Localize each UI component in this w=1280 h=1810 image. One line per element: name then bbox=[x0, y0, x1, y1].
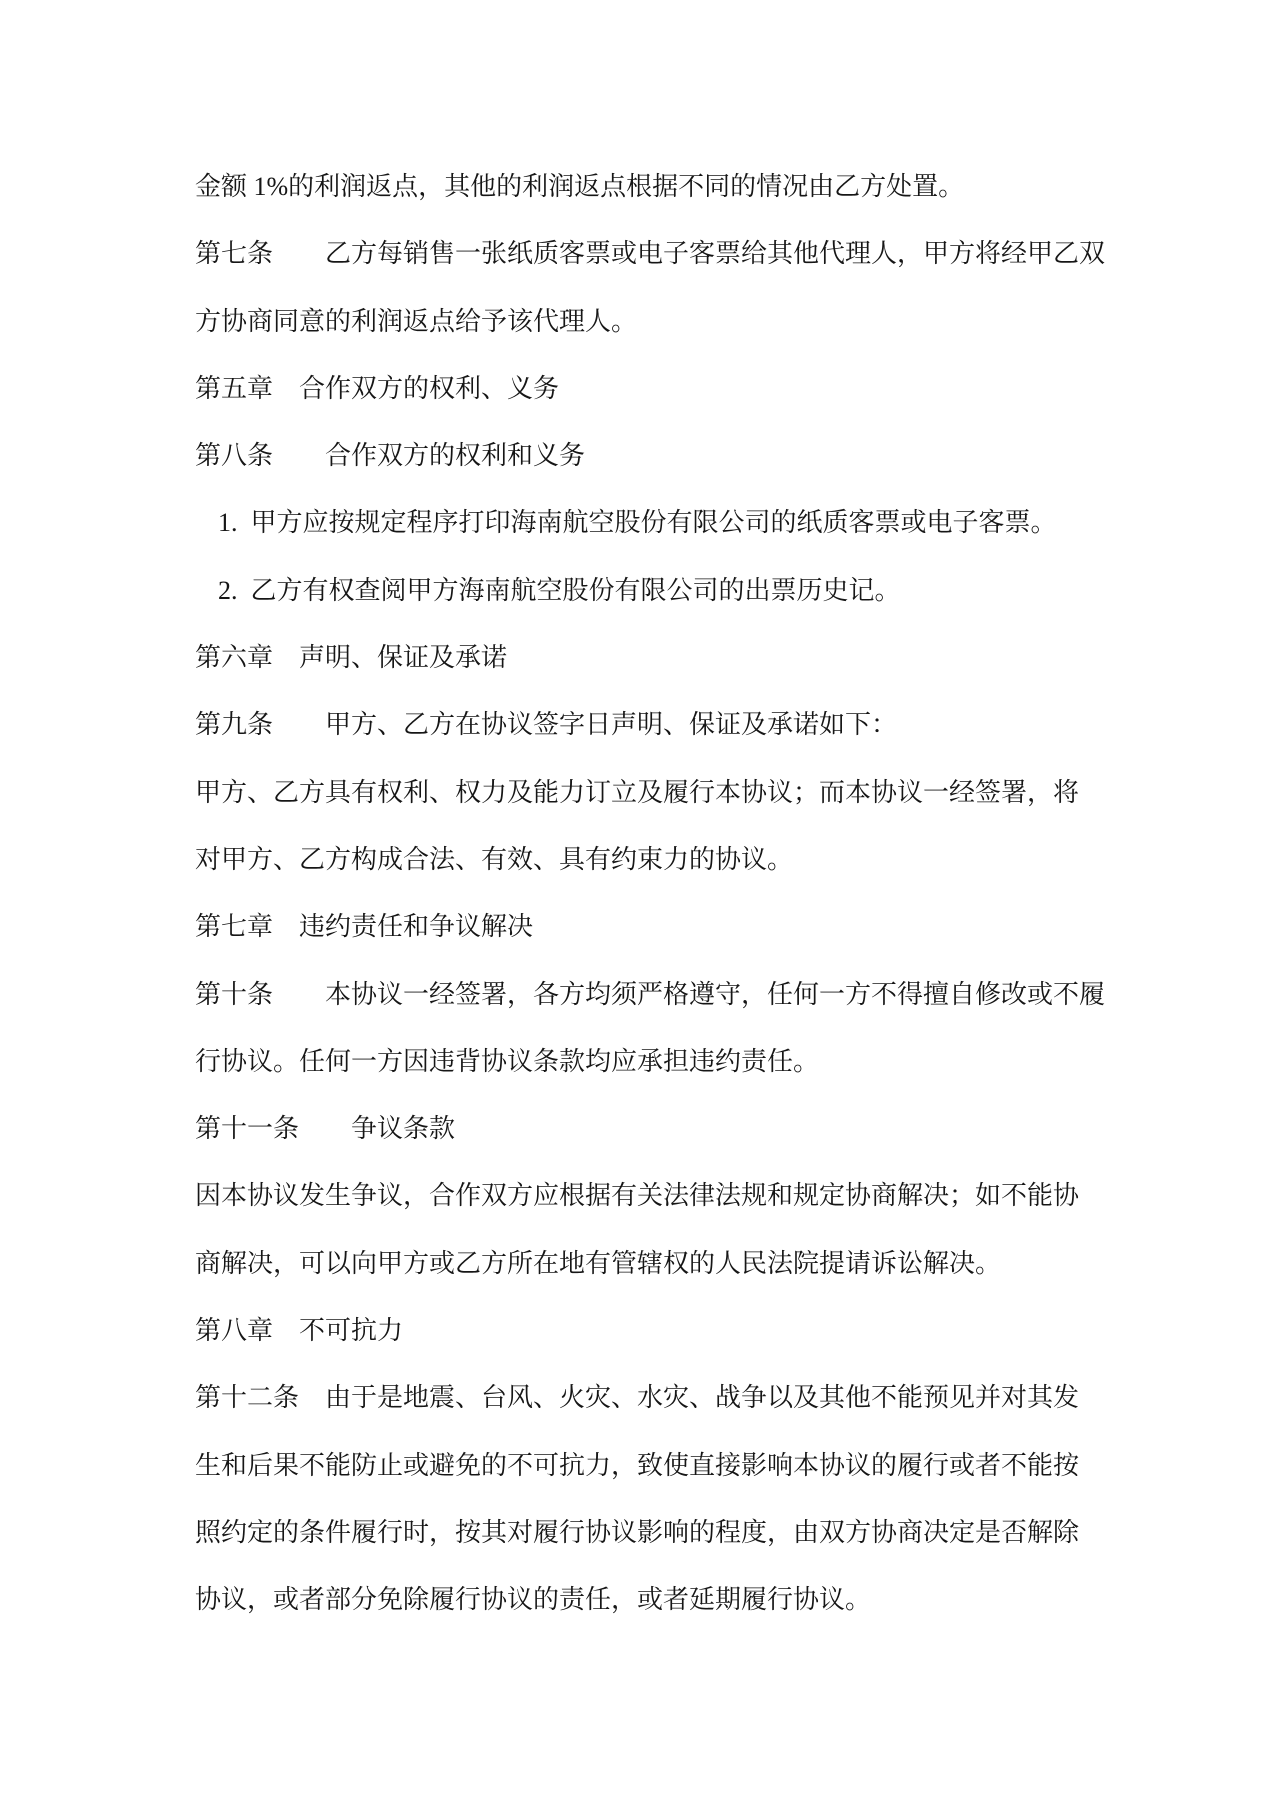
line-article-9-body: 甲方、乙方具有权利、权力及能力订立及履行本协议；而本协议一经签署，将 bbox=[195, 777, 1080, 807]
line-article-12-continuation-3: 协议，或者部分免除履行协议的责任，或者延期履行协议。 bbox=[195, 1585, 872, 1615]
line-article-11-body: 因本协议发生争议，合作双方应根据有关法律法规和规定协商解决；如不能协 bbox=[195, 1181, 1080, 1211]
line-article-7-continuation: 方协商同意的利润返点给予该代理人。 bbox=[195, 306, 638, 336]
line-article-8: 第八条 合作双方的权利和义务 bbox=[195, 441, 586, 471]
line-chapter-6-heading: 第六章 声明、保证及承诺 bbox=[195, 643, 508, 673]
line-article-11-body-continuation: 商解决，可以向甲方或乙方所在地有管辖权的人民法院提请诉讼解决。 bbox=[195, 1248, 1002, 1278]
line-article-9: 第九条 甲方、乙方在协议签字日声明、保证及承诺如下： bbox=[195, 710, 898, 740]
line-item-1: 1. 甲方应按规定程序打印海南航空股份有限公司的纸质客票或电子客票。 bbox=[218, 508, 1057, 538]
document-text-block bbox=[195, 153, 1135, 1634]
line-article-11: 第十一条 争议条款 bbox=[195, 1114, 456, 1144]
line-article-12-continuation-2: 照约定的条件履行时，按其对履行协议影响的程度，由双方协商决定是否解除 bbox=[195, 1517, 1080, 1547]
line-article-7: 第七条 乙方每销售一张纸质客票或电子客票给其他代理人，甲方将经甲乙双 bbox=[195, 239, 1106, 269]
line-article-9-body-continuation: 对甲方、乙方构成合法、有效、具有约束力的协议。 bbox=[195, 844, 794, 874]
line-article-12-continuation-1: 生和后果不能防止或避免的不可抗力，致使直接影响本协议的履行或者不能按 bbox=[195, 1450, 1080, 1480]
line-profit-rebate-continuation: 金额 1%的利润返点，其他的利润返点根据不同的情况由乙方处置。 bbox=[195, 172, 965, 201]
line-chapter-7-heading: 第七章 违约责任和争议解决 bbox=[195, 912, 534, 942]
line-chapter-5-heading: 第五章 合作双方的权利、义务 bbox=[195, 373, 560, 403]
line-article-10: 第十条 本协议一经签署，各方均须严格遵守，任何一方不得擅自修改或不履 bbox=[195, 979, 1106, 1009]
line-chapter-8-heading: 第八章 不可抗力 bbox=[195, 1316, 404, 1346]
line-item-2: 2. 乙方有权查阅甲方海南航空股份有限公司的出票历史记。 bbox=[218, 575, 901, 605]
line-article-10-continuation: 行协议。任何一方因违背协议条款均应承担违约责任。 bbox=[195, 1046, 820, 1076]
line-article-12: 第十二条 由于是地震、台风、火灾、水灾、战争以及其他不能预见并对其发 bbox=[195, 1383, 1080, 1413]
